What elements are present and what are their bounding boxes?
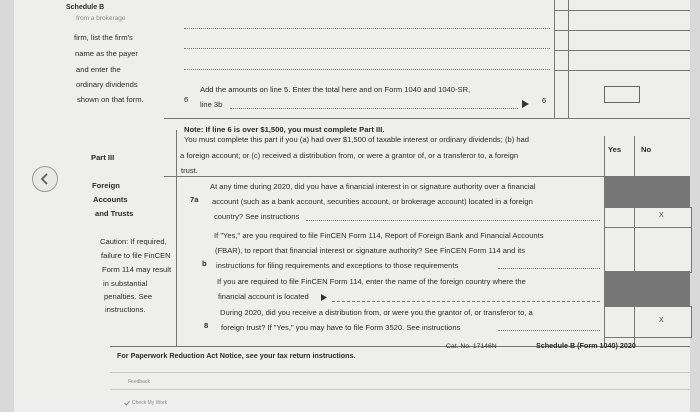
check-my-work-button[interactable]: [124, 400, 167, 406]
dot-leader: [230, 108, 518, 109]
triangle-right-icon: [522, 100, 529, 108]
line8-yes-checkbox[interactable]: [604, 306, 636, 338]
dot-leader: [498, 330, 600, 331]
line6-amount-field[interactable]: [604, 86, 640, 103]
form-page: [14, 0, 690, 412]
line7a-text: account (such as a bank account, securities account, or brokerage account) located in a foreign: [212, 197, 533, 206]
fincen-text: (FBAR), to report that financial interest or signature authority? See FinCEN Form 114 and its: [215, 246, 526, 255]
payer-entry-line[interactable]: [184, 28, 550, 29]
caution-line: penalties. See: [104, 292, 153, 301]
part3-title-line: Foreign: [92, 181, 120, 190]
shaded-cell: [605, 271, 634, 306]
line6-text: Add the amounts on line 5. Enter the total here and on Form 1040 and 1040-SR,: [200, 85, 471, 94]
shaded-cell: [635, 271, 690, 306]
line8-no-checkbox[interactable]: [634, 306, 692, 338]
rule: [554, 70, 690, 71]
checkmark-icon: [124, 400, 130, 406]
line7b-number: b: [202, 259, 207, 268]
country-entry-line[interactable]: [332, 301, 600, 302]
schedule-label: Schedule B: [66, 4, 105, 11]
caution-line: Caution: If required,: [100, 237, 167, 246]
caution-line: Form 114 may result: [102, 265, 172, 274]
caution-line: failure to file FinCEN: [101, 251, 171, 260]
chevron-left-icon: [40, 173, 50, 185]
line6-number: 6: [184, 95, 189, 104]
check-my-work-label: Check My Work: [132, 400, 168, 406]
line7a-text: At any time during 2020, did you have a financial interest in or signature authority over a financial: [210, 182, 536, 191]
line6-text2: line 3b: [200, 100, 223, 109]
instruction-line: shown on that form.: [77, 95, 144, 104]
fincen-text: instructions for filing requirements and exceptions to those requirements: [216, 261, 459, 270]
part3-label: Part III: [91, 153, 115, 162]
shaded-cell: [635, 177, 690, 207]
rule: [568, 0, 569, 118]
shaded-cell: [605, 177, 634, 207]
instruction-line: firm, list the firm's: [74, 33, 133, 42]
caution-line: instructions.: [105, 305, 146, 314]
payer-entry-line[interactable]: [184, 48, 550, 49]
line7a-text: country? See instructions: [214, 212, 300, 221]
feedback-area: [110, 372, 690, 390]
rule: [164, 118, 690, 119]
line6-box-label: 6: [542, 96, 547, 105]
instruction-line: name as the payer: [75, 49, 138, 58]
line7b-text: financial account is located: [218, 292, 309, 301]
part3-title-line: Accounts: [93, 195, 128, 204]
line8-text: During 2020, did you receive a distribution from, or were you the grantor of, or transferor to, a: [220, 308, 533, 317]
caution-line: in substantial: [103, 279, 148, 288]
instruction-line: and enter the: [76, 65, 121, 74]
answer-mark: X: [659, 212, 664, 219]
rule: [554, 30, 690, 31]
part3-intro-3: trust.: [181, 166, 198, 175]
rule: [554, 0, 555, 118]
paperwork-notice: For Paperwork Reduction Act Notice, see your tax return instructions.: [117, 351, 356, 360]
dot-leader: [498, 268, 600, 269]
cat-number: Cat. No. 17146N: [446, 343, 497, 350]
instruction-line: ordinary dividends: [76, 80, 138, 89]
rule: [554, 50, 690, 51]
cut-off-text: from a brokerage: [76, 15, 126, 22]
dot-leader: [306, 220, 600, 221]
back-nav-button[interactable]: [32, 166, 58, 192]
no-column-label: No: [641, 145, 652, 154]
feedback-label[interactable]: Feedback: [128, 379, 150, 385]
part3-intro-2: a foreign account; or (c) received a distribution from, or were a grantor of, or a transferor to, a foreign: [180, 151, 519, 160]
payer-entry-line[interactable]: [184, 69, 550, 70]
part3-note: Note: If line 6 is over $1,500, you must complete Part III.: [184, 125, 385, 134]
yes-column-label: Yes: [608, 145, 622, 154]
line8-number: 8: [204, 321, 209, 330]
line8-text: foreign trust? If "Yes," you may have to file Form 3520. See instructions: [221, 323, 461, 332]
part3-intro-1: You must complete this part if you (a) had over $1,500 of taxable interest or ordinary dividends; (b) had: [184, 135, 530, 144]
triangle-right-icon: [321, 294, 327, 301]
line7b-text: If you are required to file FinCEN Form 114, enter the name of the foreign country where the: [217, 277, 526, 286]
answer-mark: X: [659, 317, 664, 324]
rule: [554, 10, 690, 11]
fincen-yes-checkbox[interactable]: [604, 227, 636, 273]
fincen-text: If "Yes," are you required to file FinCEN Form 114, Report of Foreign Bank and Financial Accounts: [214, 231, 544, 240]
part3-title-line: and Trusts: [95, 209, 134, 218]
fincen-no-checkbox[interactable]: [634, 227, 692, 273]
line7a-yes-checkbox[interactable]: [604, 207, 636, 229]
line7a-no-checkbox[interactable]: [634, 207, 692, 229]
line7a-number: 7a: [190, 195, 199, 204]
rule: [176, 130, 177, 346]
schedule-id: Schedule B (Form 1040) 2020: [536, 341, 636, 350]
